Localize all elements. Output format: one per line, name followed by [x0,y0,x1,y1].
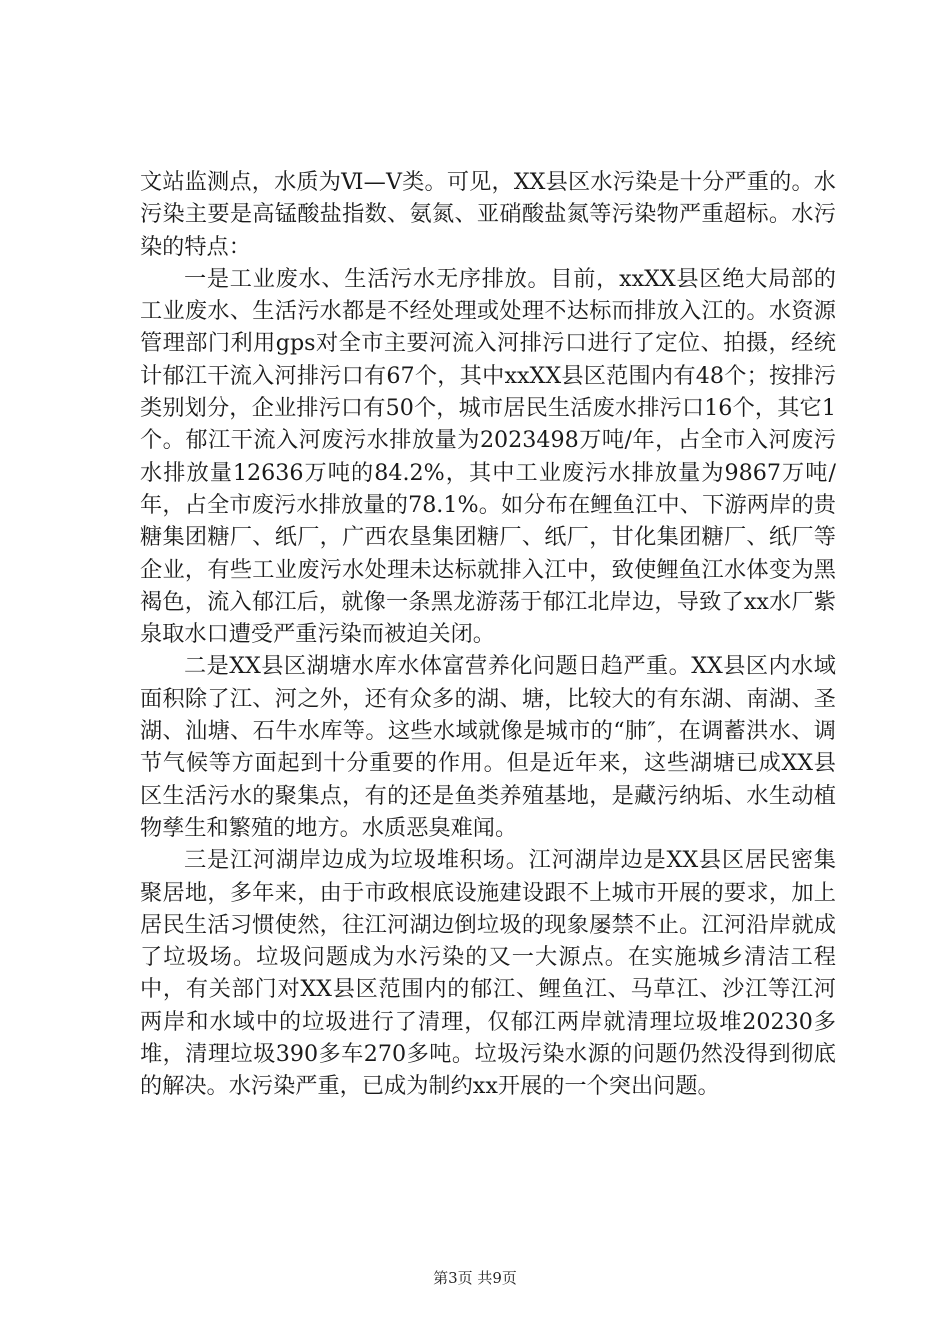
document-body [140,166,836,1103]
paragraph-lake-eutrophication: 二是XX县区湖塘水库水体富营养化问题日趋严重。XX县区内水域面积除了江、河之外，还有众多的湖、塘，比较大的有东湖、南湖、圣湖、汕塘、石牛水库等。这些水域就像是城市的“肺″，在调蓄洪水、调节气候等方面起到十分重要的作用。但是近年来，这些湖塘已成XX县区生活污水的聚集点，有的还是鱼类养殖基地，是藏污纳垢、水生动植物孳生和繁殖的地方。水质恶臭难闻。 [140,653,836,841]
paragraph-riverbank-garbage: 三是江河湖岸边成为垃圾堆积场。江河湖岸边是XX县区居民密集聚居地，多年来，由于市政根底设施建设跟不上城市开展的要求，加上居民生活习惯使然，往江河湖边倒垃圾的现象屡禁不止。江河沿岸就成了垃圾场。垃圾问题成为水污染的又一大源点。在实施城乡清洁工程中，有关部门对XX县区范围内的郁江、鲤鱼江、马草江、沙江等江河两岸和水域中的垃圾进行了清理，仅郁江两岸就清理垃圾堆20230多堆，清理垃圾390多车270多吨。垃圾污染水源的问题仍然没得到彻底的解决。水污染严重，已成为制约xx开展的一个突出问题。 [140,847,836,1100]
paragraph-continuation: 文站监测点，水质为Ⅵ—Ⅴ类。可见，XX县区水污染是十分严重的。水污染主要是高锰酸盐指数、氨氮、亚硝酸盐氮等污染物严重超标。水污染的特点： [140,169,836,260]
page-footer: 第3页 共9页 [433,1269,517,1287]
paragraph-industrial-wastewater: 一是工业废水、生活污水无序排放。目前，xxXX县区绝大局部的工业废水、生活污水都是不经处理或处理不达标而排放入江的。水资源管理部门利用gps对全市主要河流入河排污口进行了定位、拍摄，经统计郁江干流入河排污口有67个，其中xxXX县区范围内有48个；按排污类别划分，企业排污口有50个，城市居民生活废水排污口16个，其它1个。郁江干流入河废污水排放量为2023498万吨/年，占全市入河废污水排放量12636万吨的84.2%，其中工业废污水排放量为9867万吨/年，占全市废污水排放量的78.1%。如分布在鲤鱼江中、下游两岸的贵糖集团糖厂、纸厂，广西农垦集团糖厂、纸厂，甘化集团糖厂、纸厂等企业，有些工业废污水处理未达标就排入江中，致使鲤鱼江水体变为黑褐色，流入郁江后，就像一条黑龙游荡于郁江北岸边，导致了xx水厂紫泉取水口遭受严重污染而被迫关闭。 [140,265,836,648]
